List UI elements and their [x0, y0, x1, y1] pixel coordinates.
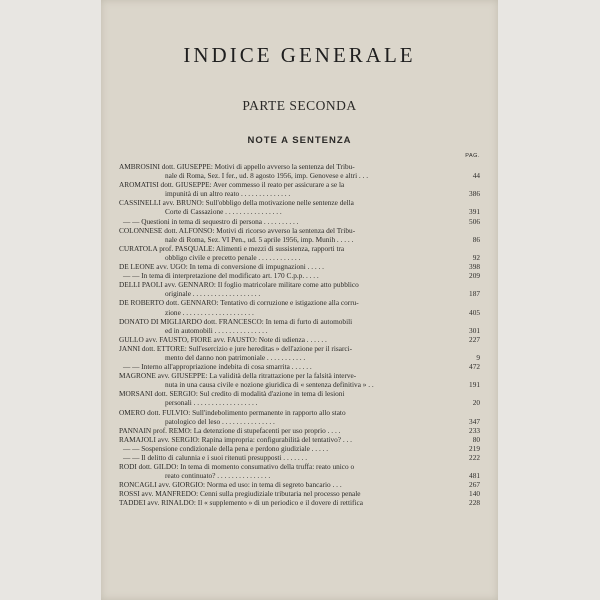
entry-text-continued: reato continuato? . . . . . . . . . . . . . . .	[165, 471, 271, 481]
index-entry	[119, 298, 480, 316]
index-entry	[119, 217, 480, 226]
entry-text-continued: nuta in una causa civile e nozione giuridica di « sentenza definitiva » . .	[165, 380, 374, 390]
index-entry	[119, 435, 480, 444]
entry-text: DE ROBERTO dott. GENNARO: Tentativo di corruzione e istigazione alla corru-	[119, 298, 359, 308]
index-entry	[119, 317, 480, 335]
index-entry	[119, 335, 480, 344]
entry-text: CURATOLA prof. PASQUALE: Alimenti e mezzi di sussistenza, rapporti tra	[119, 243, 345, 253]
index-entry	[119, 280, 480, 298]
index-entry	[119, 162, 480, 180]
entry-text: MORSANI dott. SERGIO: Sul credito di modalità d'azione in tema di lesioni	[119, 389, 345, 399]
entry-text: AROMATISI dott. GIUSEPPE: Aver commesso il reato per assicurare a se la	[119, 180, 345, 190]
entry-text: RONCAGLI avv. GIORGIO: Norma ed uso: in tema di segreto bancario . . .	[119, 480, 342, 490]
entry-text: ROSSI avv. MANFREDO: Cenni sulla pregiudiziale tributaria nel processo penale	[119, 489, 361, 499]
entry-text-continued: obbligo civile e precetto penale . . . . . . . . . . . .	[165, 252, 301, 262]
entry-page-number: 506	[469, 216, 480, 226]
entry-page-number: 191	[469, 380, 480, 390]
index-entry	[119, 271, 480, 280]
entry-text: COLONNESE dott. ALFONSO: Motivi di ricorso avverso la sentenza del Tribu-	[119, 225, 356, 235]
entry-text-continued: zione . . . . . . . . . . . . . . . . . . . .	[165, 307, 254, 317]
index-entry	[119, 389, 480, 407]
entry-page-number: 233	[469, 425, 480, 435]
book-page	[101, 0, 498, 600]
entry-page-number: 187	[469, 289, 480, 299]
entry-page-number: 481	[469, 471, 480, 481]
entry-text-continued: impunità di un altro reato . . . . . . . . . . . . . .	[165, 189, 291, 199]
entry-text: — — Il delitto di calunnia e i suoi ritenuti presupposti . . . . . . .	[123, 453, 308, 462]
entry-text-continued: originale . . . . . . . . . . . . . . . . . . .	[165, 289, 261, 299]
entry-text: OMERO dott. FULVIO: Sull'indebolimento permanente in rapporto allo stato	[119, 407, 346, 417]
index-entry	[119, 426, 480, 435]
entry-text: AMBROSINI dott. GIUSEPPE: Motivi di appello avverso la sentenza del Tribu-	[119, 162, 355, 171]
entry-text: DE LEONE avv. UGO: In tema di conversione di impugnazioni . . . . .	[119, 262, 325, 272]
entry-page-number: 44	[472, 171, 480, 181]
entry-page-number: 391	[469, 207, 480, 217]
entry-text-continued: personali . . . . . . . . . . . . . . . . . .	[165, 398, 258, 408]
entry-text-continued: Corte di Cassazione . . . . . . . . . . . . . . . .	[165, 207, 282, 217]
entry-page-number: 92	[472, 252, 480, 262]
entry-page-number: 301	[469, 325, 480, 335]
index-entry	[119, 371, 480, 389]
part-subtitle: PARTE SECONDA	[242, 98, 357, 113]
index-entry	[119, 198, 480, 216]
index-entries	[119, 162, 480, 508]
index-entry	[119, 344, 480, 362]
entry-page-number: 386	[469, 189, 480, 199]
index-entry	[119, 453, 480, 462]
entry-text: DELLI PAOLI avv. GENNARO: Il foglio matricolare militare come atto pubblico	[119, 280, 359, 290]
entry-text: GULLO avv. FAUSTO, FIORE avv. FAUSTO: Note di udienza . . . . . .	[119, 334, 327, 344]
index-entry	[119, 244, 480, 262]
index-entry	[119, 498, 480, 507]
index-entry	[119, 226, 480, 244]
entry-page-number: 472	[469, 362, 480, 372]
entry-page-number: 405	[469, 307, 480, 317]
entry-page-number: 267	[469, 480, 480, 490]
entry-text: RODI dott. GILDO: In tema di momento consumativo della truffa: reato unico o	[119, 462, 355, 472]
entry-text: — — Interno all'appropriazione indebita di cosa smarrita . . . . . .	[123, 362, 312, 372]
entry-page-number: 228	[469, 498, 480, 508]
entry-page-number: 347	[469, 416, 480, 426]
entry-text: — — Questioni in tema di sequestro di persona . . . . . . . . . .	[123, 216, 299, 226]
index-entry	[119, 362, 480, 371]
index-entry	[119, 408, 480, 426]
entry-page-number: 140	[469, 489, 480, 499]
entry-text: MAGRONE avv. GIUSEPPE: La validità della ritrattazione per la falsità interve-	[119, 371, 357, 381]
page-title: INDICE GENERALE	[183, 43, 416, 67]
entry-text-continued: nale di Roma, Sez. I fer., ud. 8 agosto 1956, imp. Genovese e altri . . .	[165, 171, 369, 181]
entry-text: CASSINELLI avv. BRUNO: Sull'obbligo della motivazione nelle sentenze della	[119, 198, 354, 208]
entry-text: — — In tema di interpretazione del modificato art. 170 C.p.p. . . . .	[123, 271, 319, 281]
entry-page-number: 222	[469, 453, 480, 462]
entry-text-continued: patologico del leso . . . . . . . . . . . . . . .	[165, 416, 275, 426]
index-entry	[119, 444, 480, 453]
entry-text: PANNAIN prof. REMO: La detenzione di stupefacenti per uso proprio . . . .	[119, 425, 341, 435]
entry-page-number: 219	[469, 443, 480, 453]
entry-page-number: 86	[472, 234, 480, 244]
index-entry	[119, 262, 480, 271]
entry-page-number: 9	[476, 352, 480, 362]
entry-page-number: 398	[469, 262, 480, 272]
entry-text: JANNI dott. ETTORE: Sull'esercizio e jure hereditas » dell'azione per il risarci-	[119, 343, 353, 353]
entry-page-number: 227	[469, 334, 480, 344]
index-entry	[119, 462, 480, 480]
entry-page-number: 20	[472, 398, 480, 408]
entry-text-continued: nale di Roma, Sez. VI Pen., ud. 5 aprile 1956, imp. Munih . . . . .	[165, 234, 354, 244]
entry-page-number: 80	[472, 434, 480, 444]
entry-text-continued: mento del danno non patrimoniale . . . . . . . . . . .	[165, 352, 306, 362]
index-entry	[119, 489, 480, 498]
entry-page-number: 209	[469, 271, 480, 281]
index-entry	[119, 480, 480, 489]
entry-text: TADDEI avv. RINALDO: Il « supplemento » di un periodico e il dovere di rettifica	[119, 498, 363, 508]
entry-text: — — Sospensione condizionale della pena e perdono giudiziale . . . . .	[123, 443, 329, 453]
index-entry	[119, 180, 480, 198]
entry-text-continued: ed in automobili . . . . . . . . . . . . . . .	[165, 325, 268, 335]
page-column-label: PAG.	[465, 153, 480, 159]
entry-text: DONATO DI MIGLIARDO dott. FRANCESCO: In tema di furto di automobili	[119, 316, 353, 326]
section-heading: NOTE A SENTENZA	[247, 135, 352, 146]
entry-text: RAMAJOLI avv. SERGIO: Rapina impropria: configurabilità del tentativo? . . .	[119, 434, 352, 444]
